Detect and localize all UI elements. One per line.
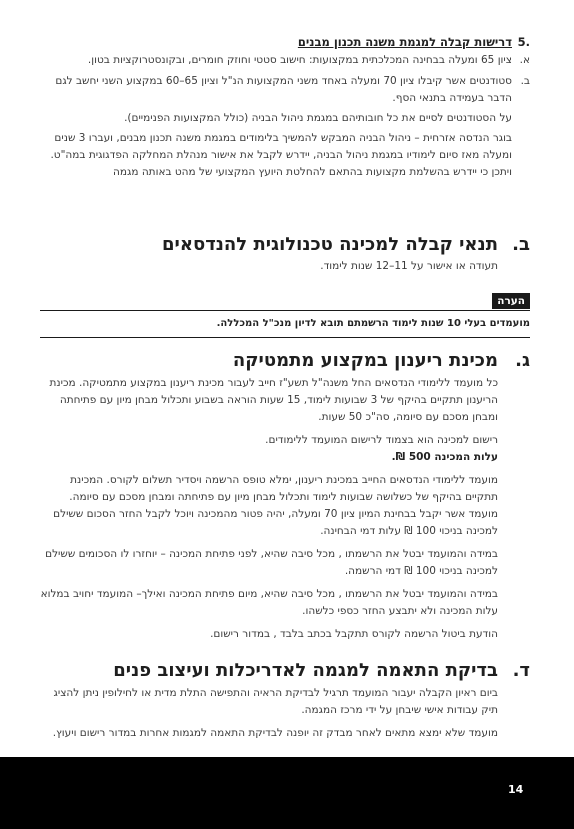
section-5-item-b <box>40 73 530 181</box>
section-b-body <box>40 258 530 275</box>
section-d-paragraph: מועמד שלא ימצא מתאים לאחר מבדק זה יופנה לבדיקת התאמה למגמות אחרות במדור רישום ויעוץ. <box>52 727 498 739</box>
section-b-text: תעודה או אישור על 11–12 שנות לימוד. <box>320 260 498 272</box>
section-5-number: .5 <box>517 35 530 49</box>
section-b-title: תנאי קבלה למכינה טכנולוגית להנדסאים <box>162 234 498 255</box>
item-paragraph: ציון 65 ומעלה בבחינה המכלכתית במקצועות: חישוב סטטי וחוזק חומרים, ובקונסטרוקציות בטון. <box>87 54 512 66</box>
section-g-paragraph: הודעת ביטול הרשמה לקורס תתקבל בכתב בלבד , במדור רישום. <box>210 628 498 640</box>
note-header: הערה <box>492 293 530 309</box>
section-g-paragraph: במידה והמועמד יבטל את הרשמתו , מכל סיבה שהיא, לפני פתיחת המכינה – יוחזרו לו הסכומים ששילם למכינה בניכוי 100 ₪ דמי הרשמה. <box>45 548 498 577</box>
section-g-letter: ג. <box>515 350 530 371</box>
section-5 <box>40 34 530 181</box>
section-g-cost: עלות המכינה 500 ₪. <box>391 451 498 463</box>
section-5-title: דרישות קבלה למגמת משנה תכנון מבנים <box>297 35 512 49</box>
section-5-heading <box>40 34 530 51</box>
item-paragraph: על הסטודנטים לסיים את כל חובותיהם במגמת ניהול הבניה (כולל המקצועות הפנימיים). <box>124 112 512 124</box>
section-g-heading <box>40 350 530 372</box>
section-g-paragraph: כל מועמד ללימודי הנדסאים החל משנה"ל תשע"ז חייב לעבור מכינת ריענון במקצוע מתמטיקה. מכינת הריענון תתקיים בהיקף של 3 שבועות לימוד, 15 שעות הוראה בשבוע ותכלול מבחן מיון עם פתיחתה ומבחן מסכם עם סיומה, סה"כ 50 שעות. <box>49 377 498 423</box>
section-b <box>40 234 530 275</box>
item-paragraph: סטודנטים אשר קיבלו ציון 70 ומעלה באחד משני המקצועות הנ"ל וציון 65–60 במקצוע השני יחשב לגם הדבר בעמידה בתנאי הסף. <box>55 75 512 104</box>
section-d-letter: ד. <box>512 660 530 681</box>
section-d-title: בדיקת התאמה למגמה לאדריכלות ועיצוב פנים <box>113 660 498 681</box>
footer-bar <box>0 757 574 829</box>
section-g <box>40 350 530 643</box>
note-box <box>40 289 530 338</box>
section-d-heading <box>40 660 530 682</box>
section-d-body <box>40 685 530 742</box>
item-paragraph: בוגר הנדסה אזרחית – ניהול הבניה המבקש להמשיך בלימודים במגמת משנה תכנון מבנים, ועברו 3 שנים ומעלה מאז סיום לימודיו במגמת ניהול הבניה, יידרש לקבל את אישור מנהלת המחלקה הפדגוגית במה"ט. ויתכן כי יידרש בהשלמת מקצועות בהתאם להחלטת היועץ המקצועי של מהט באותה מגמה <box>50 132 512 178</box>
section-d <box>40 660 530 742</box>
section-b-heading <box>40 234 530 256</box>
section-g-paragraph: רישום למכינה הוא בצמוד לרישום המועמד ללימודים. <box>265 434 498 446</box>
note-text: מועמדים בעלי 10 שנות לימוד הרשמתם תובא לדיון מנכ"ל המכללה. <box>216 318 530 329</box>
section-d-paragraph: ביום ראיון הקבלה יעבור המועמד תרגיל לבדיקת הראיה והתפישה התלת מדית או לחילופין ניתן להציג תיק עבודות אישי שיבחן על ידי מרכז המגמה. <box>53 687 498 716</box>
item-label: א. <box>519 54 530 66</box>
section-g-body <box>40 375 530 643</box>
section-g-paragraph: מועמד ללימודי הנדסאים החייב במכינת ריענון, ימלא טופס הרשמה ויסדיר תשלום לקורס. המכינת תתקיים בהיקף של כשלושה שבועות לימוד ותכלול מבחן מיון עם פתיחתה ומבחן מסכם עם סיומה. מועמד אשר יקבל בבחינת המיון ציון 70 ומעלה, יהיה פטור מהמכינה ויוכל לקבל החזר הסכום ששילם למכינה בניכוי 100 ₪ עלות דמי הבחינה. <box>53 474 498 537</box>
page-number: 14 <box>508 783 524 796</box>
section-g-title: מכינת ריענון במקצוע מתמטיקה <box>232 350 498 371</box>
note-bottom-rule <box>40 337 530 338</box>
section-5-item-a <box>40 52 530 69</box>
item-label: ב. <box>520 75 530 87</box>
section-b-letter: ב. <box>512 234 530 255</box>
section-g-paragraph: במידה והמועמד יבטל את הרשמתו , מכל סיבה שהיא, מיום פתיחת המכינה ואילך– המועמד יחויב במלוא עלות המכינה ולא יתבצע החזר כספי כלשהו. <box>40 588 498 617</box>
